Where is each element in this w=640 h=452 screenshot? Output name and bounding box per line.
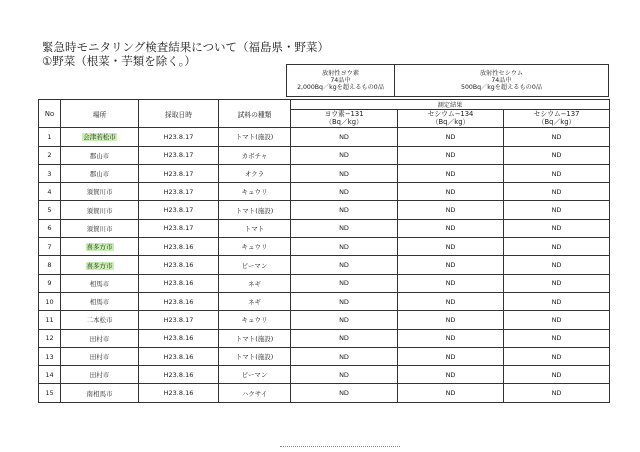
cell-no: 6 <box>39 219 61 237</box>
cell-i131: ND <box>291 183 398 201</box>
cell-cs134: ND <box>398 311 504 329</box>
place-name: 相馬市 <box>89 298 110 307</box>
cell-no: 15 <box>39 384 61 402</box>
header-cs134-label: セシウム−134 <box>427 110 474 119</box>
results-table <box>38 99 610 403</box>
cell-date: H23.8.16 <box>139 384 219 402</box>
cell-cs134: ND <box>398 366 504 384</box>
place-name: 須賀川市 <box>86 188 113 197</box>
place-name: 会津若松市 <box>83 133 116 142</box>
cell-cs134: ND <box>398 256 504 274</box>
cell-cs134: ND <box>398 164 504 182</box>
cell-cs134: ND <box>398 183 504 201</box>
cell-i131: ND <box>291 311 398 329</box>
cell-i131: ND <box>291 219 398 237</box>
header-cs137-label: セシウム−137 <box>533 110 580 119</box>
cell-i131: ND <box>291 164 398 182</box>
cell-no: 2 <box>39 146 61 164</box>
header-i131-label: ヨウ素−131 <box>324 110 364 119</box>
cell-date: H23.8.16 <box>139 274 219 292</box>
cell-cs137: ND <box>504 292 610 310</box>
cesium-summary-line: 500Bq／kgを超えるもの0品 <box>461 84 542 92</box>
cell-place <box>61 347 139 365</box>
cell-no: 14 <box>39 366 61 384</box>
cell-cs134: ND <box>398 329 504 347</box>
cell-sample: キュウリ <box>219 238 291 256</box>
cell-i131: ND <box>291 238 398 256</box>
place-name: 喜多方市 <box>86 261 113 270</box>
cell-cs134: ND <box>398 238 504 256</box>
cell-no: 10 <box>39 292 61 310</box>
cell-i131: ND <box>291 146 398 164</box>
iodine-summary-line: 2,000Bq／kgを超えるもの0品 <box>297 84 384 92</box>
cell-sample: トマト <box>219 219 291 237</box>
cell-place <box>61 256 139 274</box>
cell-cs137: ND <box>504 384 610 402</box>
cell-no: 5 <box>39 201 61 219</box>
place-name: 二本松市 <box>86 316 113 325</box>
cell-i131: ND <box>291 201 398 219</box>
cell-date: H23.8.17 <box>139 164 219 182</box>
table-row <box>39 183 610 201</box>
cell-date: H23.8.17 <box>139 128 219 146</box>
cell-cs134: ND <box>398 292 504 310</box>
cell-date: H23.8.16 <box>139 366 219 384</box>
cell-place <box>61 164 139 182</box>
place-name: 南相馬市 <box>86 389 113 398</box>
summary-table <box>286 64 609 97</box>
cell-sample: ピーマン <box>219 366 291 384</box>
cell-place <box>61 384 139 402</box>
cell-cs137: ND <box>504 183 610 201</box>
cell-place <box>61 183 139 201</box>
table-row <box>39 164 610 182</box>
cell-date: H23.8.17 <box>139 311 219 329</box>
cell-no: 11 <box>39 311 61 329</box>
cell-cs137: ND <box>504 256 610 274</box>
cell-i131: ND <box>291 329 398 347</box>
header-unit: （Bq／kg） <box>431 117 470 126</box>
cell-i131: ND <box>291 128 398 146</box>
cell-sample: ハクサイ <box>219 384 291 402</box>
cell-date: H23.8.16 <box>139 256 219 274</box>
cell-cs137: ND <box>504 164 610 182</box>
cell-date: H23.8.16 <box>139 347 219 365</box>
table-row <box>39 128 610 146</box>
cell-cs137: ND <box>504 274 610 292</box>
cell-sample: ネギ <box>219 274 291 292</box>
cell-place <box>61 292 139 310</box>
cell-cs137: ND <box>504 201 610 219</box>
cell-cs137: ND <box>504 146 610 164</box>
table-row <box>39 311 610 329</box>
cell-cs137: ND <box>504 311 610 329</box>
table-row <box>39 201 610 219</box>
cell-date: H23.8.17 <box>139 146 219 164</box>
cell-place <box>61 128 139 146</box>
header-i131 <box>291 110 398 128</box>
header-cs137 <box>504 110 610 128</box>
scan-mark <box>280 446 400 450</box>
cell-place <box>61 311 139 329</box>
table-row <box>39 329 610 347</box>
cell-cs137: ND <box>504 219 610 237</box>
cell-date: H23.8.17 <box>139 201 219 219</box>
place-name: 田村市 <box>89 353 110 361</box>
place-name: 須賀川市 <box>86 224 113 233</box>
iodine-summary-cell <box>287 65 395 97</box>
cell-cs137: ND <box>504 366 610 384</box>
cell-date: H23.8.17 <box>139 219 219 237</box>
cell-cs134: ND <box>398 274 504 292</box>
cell-i131: ND <box>291 274 398 292</box>
place-name: 田村市 <box>89 371 110 380</box>
document-subtitle: ①野菜（根菜・芋類を除く。） <box>42 54 196 68</box>
cell-no: 9 <box>39 274 61 292</box>
cell-no: 7 <box>39 238 61 256</box>
header-place: 場所 <box>61 100 139 128</box>
cell-i131: ND <box>291 384 398 402</box>
place-name: 喜多方市 <box>86 243 113 252</box>
cell-cs134: ND <box>398 347 504 365</box>
table-row <box>39 146 610 164</box>
table-row <box>39 274 610 292</box>
cell-place <box>61 238 139 256</box>
cell-no: 4 <box>39 183 61 201</box>
cell-cs134: ND <box>398 384 504 402</box>
cell-i131: ND <box>291 366 398 384</box>
header-cs134 <box>398 110 504 128</box>
cell-sample: トマト(施設) <box>219 347 291 365</box>
cesium-summary-cell <box>395 65 609 97</box>
cesium-summary-line: 74品中 <box>491 76 512 84</box>
cell-cs134: ND <box>398 128 504 146</box>
cell-no: 8 <box>39 256 61 274</box>
cell-date: H23.8.16 <box>139 329 219 347</box>
cell-place <box>61 366 139 384</box>
cell-sample: トマト(施設) <box>219 128 291 146</box>
cell-cs134: ND <box>398 201 504 219</box>
cell-date: H23.8.17 <box>139 183 219 201</box>
cell-sample: トマト(施設) <box>219 329 291 347</box>
table-row <box>39 347 610 365</box>
table-row <box>39 219 610 237</box>
table-row <box>39 384 610 402</box>
cell-date: H23.8.16 <box>139 292 219 310</box>
cell-no: 13 <box>39 347 61 365</box>
place-name: 郡山市 <box>89 151 110 160</box>
cell-sample: トマト(施設) <box>219 201 291 219</box>
place-name: 郡山市 <box>89 170 110 179</box>
iodine-summary-line: 74品中 <box>330 76 351 84</box>
cell-cs137: ND <box>504 347 610 365</box>
cell-no: 3 <box>39 164 61 182</box>
cell-cs134: ND <box>398 219 504 237</box>
document-title: 緊急時モニタリング検査結果について（福島県・野菜） <box>42 40 330 54</box>
cell-cs137: ND <box>504 128 610 146</box>
cell-place <box>61 329 139 347</box>
cell-i131: ND <box>291 292 398 310</box>
cell-sample: キュウリ <box>219 311 291 329</box>
cell-sample: オクラ <box>219 164 291 182</box>
cell-cs137: ND <box>504 238 610 256</box>
iodine-summary-line: 放射性ヨウ素 <box>321 69 360 77</box>
header-sample: 試料の種類 <box>219 100 291 128</box>
cell-sample: ピーマン <box>219 256 291 274</box>
cell-sample: キュウリ <box>219 183 291 201</box>
cesium-summary-line: 放射性セシウム <box>479 69 524 77</box>
cell-sample: カボチャ <box>219 146 291 164</box>
cell-no: 12 <box>39 329 61 347</box>
header-unit: （Bq／kg） <box>325 117 363 126</box>
cell-sample: ネギ <box>219 292 291 310</box>
header-unit: （Bq／kg） <box>537 117 576 126</box>
header-no: No <box>39 100 61 128</box>
cell-place <box>61 201 139 219</box>
table-row <box>39 366 610 384</box>
table-row <box>39 292 610 310</box>
cell-place <box>61 274 139 292</box>
header-measure: 測定結果 <box>291 100 610 110</box>
place-name: 相馬市 <box>89 279 110 288</box>
cell-place <box>61 219 139 237</box>
cell-cs134: ND <box>398 146 504 164</box>
cell-date: H23.8.16 <box>139 238 219 256</box>
cell-i131: ND <box>291 347 398 365</box>
cell-place <box>61 146 139 164</box>
table-row <box>39 256 610 274</box>
place-name: 田村市 <box>89 334 110 343</box>
header-date: 採取日時 <box>139 100 219 128</box>
cell-i131: ND <box>291 256 398 274</box>
place-name: 須賀川市 <box>86 206 113 215</box>
cell-cs137: ND <box>504 329 610 347</box>
cell-no: 1 <box>39 128 61 146</box>
table-row <box>39 238 610 256</box>
